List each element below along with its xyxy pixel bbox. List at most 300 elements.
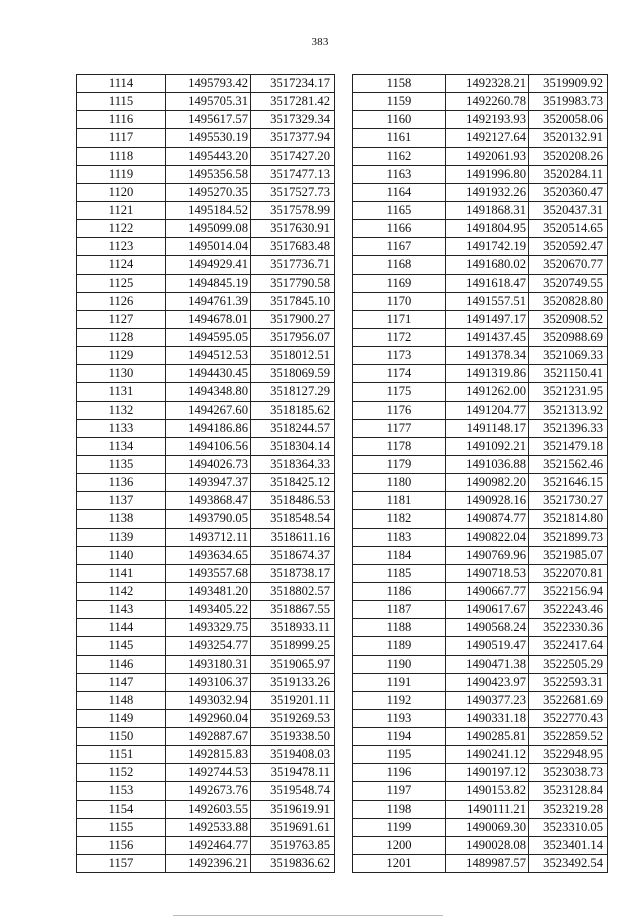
y-coordinate-cell: 3522505.29 bbox=[529, 655, 608, 673]
point-number-cell: 1187 bbox=[353, 601, 446, 619]
table-row bbox=[77, 111, 335, 129]
point-number-cell: 1156 bbox=[77, 836, 166, 854]
point-number-cell: 1133 bbox=[77, 419, 166, 437]
x-coordinate-cell: 1491319.86 bbox=[446, 365, 529, 383]
x-coordinate-cell: 1492815.83 bbox=[166, 746, 251, 764]
point-number-cell: 1159 bbox=[353, 93, 446, 111]
y-coordinate-cell: 3518244.57 bbox=[251, 419, 335, 437]
y-coordinate-cell: 3517427.20 bbox=[251, 147, 335, 165]
table-row bbox=[353, 310, 608, 328]
y-coordinate-cell: 3520058.06 bbox=[529, 111, 608, 129]
point-number-cell: 1169 bbox=[353, 274, 446, 292]
x-coordinate-cell: 1490153.82 bbox=[446, 782, 529, 800]
table-row bbox=[77, 546, 335, 564]
y-coordinate-cell: 3523310.05 bbox=[529, 818, 608, 836]
x-coordinate-cell: 1491204.77 bbox=[446, 401, 529, 419]
point-number-cell: 1132 bbox=[77, 401, 166, 419]
x-coordinate-cell: 1492887.67 bbox=[166, 728, 251, 746]
x-coordinate-cell: 1490069.30 bbox=[446, 818, 529, 836]
x-coordinate-cell: 1491680.02 bbox=[446, 256, 529, 274]
table-row bbox=[77, 818, 335, 836]
y-coordinate-cell: 3521396.33 bbox=[529, 419, 608, 437]
point-number-cell: 1188 bbox=[353, 619, 446, 637]
y-coordinate-cell: 3520360.47 bbox=[529, 183, 608, 201]
point-number-cell: 1164 bbox=[353, 183, 446, 201]
table-row bbox=[353, 183, 608, 201]
y-coordinate-cell: 3518127.29 bbox=[251, 383, 335, 401]
table-row bbox=[77, 855, 335, 873]
point-number-cell: 1128 bbox=[77, 328, 166, 346]
y-coordinate-cell: 3521814.80 bbox=[529, 510, 608, 528]
table-row bbox=[77, 510, 335, 528]
x-coordinate-cell: 1493254.77 bbox=[166, 637, 251, 655]
table-row bbox=[353, 437, 608, 455]
table-row bbox=[77, 582, 335, 600]
point-number-cell: 1157 bbox=[77, 855, 166, 873]
table-row bbox=[77, 220, 335, 238]
x-coordinate-cell: 1490519.47 bbox=[446, 637, 529, 655]
x-coordinate-cell: 1491742.19 bbox=[446, 238, 529, 256]
x-coordinate-cell: 1491932.26 bbox=[446, 183, 529, 201]
y-coordinate-cell: 3519763.85 bbox=[251, 836, 335, 854]
point-number-cell: 1175 bbox=[353, 383, 446, 401]
x-coordinate-cell: 1493712.11 bbox=[166, 528, 251, 546]
point-number-cell: 1122 bbox=[77, 220, 166, 238]
table-row bbox=[77, 129, 335, 147]
y-coordinate-cell: 3521646.15 bbox=[529, 474, 608, 492]
y-coordinate-cell: 3519548.74 bbox=[251, 782, 335, 800]
point-number-cell: 1139 bbox=[77, 528, 166, 546]
y-coordinate-cell: 3518425.12 bbox=[251, 474, 335, 492]
table-row bbox=[353, 474, 608, 492]
y-coordinate-cell: 3521562.46 bbox=[529, 455, 608, 473]
point-number-cell: 1161 bbox=[353, 129, 446, 147]
table-row bbox=[353, 292, 608, 310]
table-row bbox=[353, 347, 608, 365]
point-number-cell: 1123 bbox=[77, 238, 166, 256]
y-coordinate-cell: 3518933.11 bbox=[251, 619, 335, 637]
point-number-cell: 1181 bbox=[353, 492, 446, 510]
x-coordinate-cell: 1495014.04 bbox=[166, 238, 251, 256]
point-number-cell: 1191 bbox=[353, 673, 446, 691]
point-number-cell: 1162 bbox=[353, 147, 446, 165]
y-coordinate-cell: 3517377.94 bbox=[251, 129, 335, 147]
x-coordinate-cell: 1495184.52 bbox=[166, 201, 251, 219]
table-row bbox=[353, 619, 608, 637]
point-number-cell: 1179 bbox=[353, 455, 446, 473]
point-number-cell: 1116 bbox=[77, 111, 166, 129]
table-row bbox=[77, 601, 335, 619]
point-number-cell: 1135 bbox=[77, 455, 166, 473]
y-coordinate-cell: 3521479.18 bbox=[529, 437, 608, 455]
x-coordinate-cell: 1490928.16 bbox=[446, 492, 529, 510]
y-coordinate-cell: 3519201.11 bbox=[251, 691, 335, 709]
table-row bbox=[77, 764, 335, 782]
point-number-cell: 1143 bbox=[77, 601, 166, 619]
table-row bbox=[77, 637, 335, 655]
table-row bbox=[353, 800, 608, 818]
table-row bbox=[77, 201, 335, 219]
x-coordinate-cell: 1492533.88 bbox=[166, 818, 251, 836]
point-number-cell: 1158 bbox=[353, 75, 446, 93]
x-coordinate-cell: 1494348.80 bbox=[166, 383, 251, 401]
x-coordinate-cell: 1490285.81 bbox=[446, 728, 529, 746]
coordinate-table-right bbox=[352, 74, 608, 873]
table-row bbox=[353, 165, 608, 183]
point-number-cell: 1124 bbox=[77, 256, 166, 274]
y-coordinate-cell: 3517900.27 bbox=[251, 310, 335, 328]
x-coordinate-cell: 1492744.53 bbox=[166, 764, 251, 782]
point-number-cell: 1197 bbox=[353, 782, 446, 800]
table-row bbox=[353, 746, 608, 764]
table-row bbox=[77, 292, 335, 310]
y-coordinate-cell: 3517527.73 bbox=[251, 183, 335, 201]
table-row bbox=[353, 111, 608, 129]
point-number-cell: 1152 bbox=[77, 764, 166, 782]
table-row bbox=[353, 528, 608, 546]
point-number-cell: 1196 bbox=[353, 764, 446, 782]
x-coordinate-cell: 1493790.05 bbox=[166, 510, 251, 528]
x-coordinate-cell: 1490197.12 bbox=[446, 764, 529, 782]
y-coordinate-cell: 3518738.17 bbox=[251, 564, 335, 582]
point-number-cell: 1142 bbox=[77, 582, 166, 600]
table-row bbox=[353, 782, 608, 800]
point-number-cell: 1141 bbox=[77, 564, 166, 582]
table-row bbox=[77, 238, 335, 256]
point-number-cell: 1193 bbox=[353, 709, 446, 727]
coordinate-table-left bbox=[76, 74, 335, 873]
y-coordinate-cell: 3517281.42 bbox=[251, 93, 335, 111]
x-coordinate-cell: 1491036.88 bbox=[446, 455, 529, 473]
x-coordinate-cell: 1490617.67 bbox=[446, 601, 529, 619]
x-coordinate-cell: 1493634.65 bbox=[166, 546, 251, 564]
x-coordinate-cell: 1494595.05 bbox=[166, 328, 251, 346]
x-coordinate-cell: 1495705.31 bbox=[166, 93, 251, 111]
y-coordinate-cell: 3522417.64 bbox=[529, 637, 608, 655]
y-coordinate-cell: 3520514.65 bbox=[529, 220, 608, 238]
table-row bbox=[353, 546, 608, 564]
x-coordinate-cell: 1492673.76 bbox=[166, 782, 251, 800]
point-number-cell: 1170 bbox=[353, 292, 446, 310]
point-number-cell: 1195 bbox=[353, 746, 446, 764]
point-number-cell: 1154 bbox=[77, 800, 166, 818]
point-number-cell: 1171 bbox=[353, 310, 446, 328]
y-coordinate-cell: 3519338.50 bbox=[251, 728, 335, 746]
point-number-cell: 1121 bbox=[77, 201, 166, 219]
x-coordinate-cell: 1495356.58 bbox=[166, 165, 251, 183]
table-row bbox=[353, 455, 608, 473]
table-row bbox=[77, 709, 335, 727]
y-coordinate-cell: 3523128.84 bbox=[529, 782, 608, 800]
table-row bbox=[353, 582, 608, 600]
x-coordinate-cell: 1490028.08 bbox=[446, 836, 529, 854]
table-row bbox=[77, 256, 335, 274]
y-coordinate-cell: 3518012.51 bbox=[251, 347, 335, 365]
y-coordinate-cell: 3520828.80 bbox=[529, 292, 608, 310]
x-coordinate-cell: 1495443.20 bbox=[166, 147, 251, 165]
x-coordinate-cell: 1492603.55 bbox=[166, 800, 251, 818]
point-number-cell: 1185 bbox=[353, 564, 446, 582]
table-row bbox=[77, 564, 335, 582]
point-number-cell: 1201 bbox=[353, 855, 446, 873]
y-coordinate-cell: 3518674.37 bbox=[251, 546, 335, 564]
y-coordinate-cell: 3522156.94 bbox=[529, 582, 608, 600]
x-coordinate-cell: 1490111.21 bbox=[446, 800, 529, 818]
point-number-cell: 1167 bbox=[353, 238, 446, 256]
x-coordinate-cell: 1491868.31 bbox=[446, 201, 529, 219]
point-number-cell: 1190 bbox=[353, 655, 446, 673]
point-number-cell: 1136 bbox=[77, 474, 166, 492]
table-row bbox=[353, 564, 608, 582]
point-number-cell: 1127 bbox=[77, 310, 166, 328]
point-number-cell: 1146 bbox=[77, 655, 166, 673]
x-coordinate-cell: 1495793.42 bbox=[166, 75, 251, 93]
x-coordinate-cell: 1490241.12 bbox=[446, 746, 529, 764]
table-row bbox=[77, 782, 335, 800]
y-coordinate-cell: 3519983.73 bbox=[529, 93, 608, 111]
point-number-cell: 1172 bbox=[353, 328, 446, 346]
table-row bbox=[353, 601, 608, 619]
y-coordinate-cell: 3517234.17 bbox=[251, 75, 335, 93]
point-number-cell: 1168 bbox=[353, 256, 446, 274]
table-row bbox=[353, 365, 608, 383]
point-number-cell: 1180 bbox=[353, 474, 446, 492]
x-coordinate-cell: 1490423.97 bbox=[446, 673, 529, 691]
point-number-cell: 1137 bbox=[77, 492, 166, 510]
x-coordinate-cell: 1493481.20 bbox=[166, 582, 251, 600]
point-number-cell: 1149 bbox=[77, 709, 166, 727]
y-coordinate-cell: 3521313.92 bbox=[529, 401, 608, 419]
y-coordinate-cell: 3522330.36 bbox=[529, 619, 608, 637]
page-number: 383 bbox=[311, 36, 329, 48]
x-coordinate-cell: 1490377.23 bbox=[446, 691, 529, 709]
y-coordinate-cell: 3520437.31 bbox=[529, 201, 608, 219]
y-coordinate-cell: 3519478.11 bbox=[251, 764, 335, 782]
table-row bbox=[353, 201, 608, 219]
x-coordinate-cell: 1491437.45 bbox=[446, 328, 529, 346]
y-coordinate-cell: 3522859.52 bbox=[529, 728, 608, 746]
coordinate-table-right-body bbox=[353, 75, 608, 873]
point-number-cell: 1173 bbox=[353, 347, 446, 365]
point-number-cell: 1189 bbox=[353, 637, 446, 655]
point-number-cell: 1150 bbox=[77, 728, 166, 746]
y-coordinate-cell: 3517329.34 bbox=[251, 111, 335, 129]
y-coordinate-cell: 3521730.27 bbox=[529, 492, 608, 510]
point-number-cell: 1138 bbox=[77, 510, 166, 528]
x-coordinate-cell: 1492061.93 bbox=[446, 147, 529, 165]
table-row bbox=[77, 93, 335, 111]
y-coordinate-cell: 3517683.48 bbox=[251, 238, 335, 256]
point-number-cell: 1155 bbox=[77, 818, 166, 836]
table-row bbox=[77, 673, 335, 691]
table-row bbox=[77, 492, 335, 510]
y-coordinate-cell: 3518185.62 bbox=[251, 401, 335, 419]
y-coordinate-cell: 3517956.07 bbox=[251, 328, 335, 346]
x-coordinate-cell: 1494267.60 bbox=[166, 401, 251, 419]
x-coordinate-cell: 1494186.86 bbox=[166, 419, 251, 437]
x-coordinate-cell: 1491804.95 bbox=[446, 220, 529, 238]
x-coordinate-cell: 1490331.18 bbox=[446, 709, 529, 727]
table-row bbox=[77, 800, 335, 818]
point-number-cell: 1198 bbox=[353, 800, 446, 818]
table-row bbox=[77, 836, 335, 854]
y-coordinate-cell: 3521231.95 bbox=[529, 383, 608, 401]
table-row bbox=[353, 818, 608, 836]
point-number-cell: 1117 bbox=[77, 129, 166, 147]
y-coordinate-cell: 3517578.99 bbox=[251, 201, 335, 219]
x-coordinate-cell: 1493106.37 bbox=[166, 673, 251, 691]
table-row bbox=[77, 728, 335, 746]
y-coordinate-cell: 3519065.97 bbox=[251, 655, 335, 673]
table-row bbox=[77, 328, 335, 346]
y-coordinate-cell: 3520749.55 bbox=[529, 274, 608, 292]
y-coordinate-cell: 3523492.54 bbox=[529, 855, 608, 873]
x-coordinate-cell: 1493032.94 bbox=[166, 691, 251, 709]
y-coordinate-cell: 3520592.47 bbox=[529, 238, 608, 256]
point-number-cell: 1160 bbox=[353, 111, 446, 129]
table-row bbox=[353, 655, 608, 673]
x-coordinate-cell: 1493868.47 bbox=[166, 492, 251, 510]
y-coordinate-cell: 3519691.61 bbox=[251, 818, 335, 836]
table-row bbox=[77, 437, 335, 455]
y-coordinate-cell: 3523401.14 bbox=[529, 836, 608, 854]
x-coordinate-cell: 1494678.01 bbox=[166, 310, 251, 328]
x-coordinate-cell: 1489987.57 bbox=[446, 855, 529, 873]
x-coordinate-cell: 1491378.34 bbox=[446, 347, 529, 365]
x-coordinate-cell: 1493947.37 bbox=[166, 474, 251, 492]
y-coordinate-cell: 3518304.14 bbox=[251, 437, 335, 455]
point-number-cell: 1131 bbox=[77, 383, 166, 401]
table-row bbox=[353, 129, 608, 147]
x-coordinate-cell: 1494929.41 bbox=[166, 256, 251, 274]
x-coordinate-cell: 1494512.53 bbox=[166, 347, 251, 365]
y-coordinate-cell: 3518802.57 bbox=[251, 582, 335, 600]
point-number-cell: 1177 bbox=[353, 419, 446, 437]
y-coordinate-cell: 3523219.28 bbox=[529, 800, 608, 818]
point-number-cell: 1140 bbox=[77, 546, 166, 564]
table-row bbox=[353, 673, 608, 691]
y-coordinate-cell: 3523038.73 bbox=[529, 764, 608, 782]
table-row bbox=[77, 274, 335, 292]
x-coordinate-cell: 1495530.19 bbox=[166, 129, 251, 147]
y-coordinate-cell: 3522681.69 bbox=[529, 691, 608, 709]
x-coordinate-cell: 1491618.47 bbox=[446, 274, 529, 292]
point-number-cell: 1183 bbox=[353, 528, 446, 546]
x-coordinate-cell: 1490769.96 bbox=[446, 546, 529, 564]
table-row bbox=[353, 691, 608, 709]
point-number-cell: 1178 bbox=[353, 437, 446, 455]
y-coordinate-cell: 3520670.77 bbox=[529, 256, 608, 274]
x-coordinate-cell: 1490568.24 bbox=[446, 619, 529, 637]
x-coordinate-cell: 1492260.78 bbox=[446, 93, 529, 111]
point-number-cell: 1144 bbox=[77, 619, 166, 637]
y-coordinate-cell: 3518548.54 bbox=[251, 510, 335, 528]
y-coordinate-cell: 3518999.25 bbox=[251, 637, 335, 655]
point-number-cell: 1119 bbox=[77, 165, 166, 183]
y-coordinate-cell: 3519408.03 bbox=[251, 746, 335, 764]
table-row bbox=[77, 455, 335, 473]
y-coordinate-cell: 3517477.13 bbox=[251, 165, 335, 183]
x-coordinate-cell: 1492396.21 bbox=[166, 855, 251, 873]
y-coordinate-cell: 3517630.91 bbox=[251, 220, 335, 238]
y-coordinate-cell: 3519619.91 bbox=[251, 800, 335, 818]
table-row bbox=[77, 365, 335, 383]
point-number-cell: 1120 bbox=[77, 183, 166, 201]
table-row bbox=[77, 746, 335, 764]
x-coordinate-cell: 1495099.08 bbox=[166, 220, 251, 238]
y-coordinate-cell: 3520208.26 bbox=[529, 147, 608, 165]
y-coordinate-cell: 3520132.91 bbox=[529, 129, 608, 147]
table-row bbox=[353, 637, 608, 655]
x-coordinate-cell: 1492960.04 bbox=[166, 709, 251, 727]
x-coordinate-cell: 1491092.21 bbox=[446, 437, 529, 455]
point-number-cell: 1130 bbox=[77, 365, 166, 383]
x-coordinate-cell: 1495617.57 bbox=[166, 111, 251, 129]
table-row bbox=[353, 238, 608, 256]
table-row bbox=[353, 274, 608, 292]
x-coordinate-cell: 1492127.64 bbox=[446, 129, 529, 147]
y-coordinate-cell: 3517790.58 bbox=[251, 274, 335, 292]
x-coordinate-cell: 1491262.00 bbox=[446, 383, 529, 401]
point-number-cell: 1129 bbox=[77, 347, 166, 365]
table-row bbox=[77, 183, 335, 201]
y-coordinate-cell: 3517845.10 bbox=[251, 292, 335, 310]
point-number-cell: 1125 bbox=[77, 274, 166, 292]
table-row bbox=[353, 709, 608, 727]
point-number-cell: 1114 bbox=[77, 75, 166, 93]
y-coordinate-cell: 3518364.33 bbox=[251, 455, 335, 473]
y-coordinate-cell: 3517736.71 bbox=[251, 256, 335, 274]
table-row bbox=[77, 419, 335, 437]
table-row bbox=[77, 401, 335, 419]
x-coordinate-cell: 1490822.04 bbox=[446, 528, 529, 546]
x-coordinate-cell: 1492328.21 bbox=[446, 75, 529, 93]
y-coordinate-cell: 3522770.43 bbox=[529, 709, 608, 727]
x-coordinate-cell: 1494026.73 bbox=[166, 455, 251, 473]
y-coordinate-cell: 3519909.92 bbox=[529, 75, 608, 93]
x-coordinate-cell: 1492464.77 bbox=[166, 836, 251, 854]
point-number-cell: 1147 bbox=[77, 673, 166, 691]
point-number-cell: 1174 bbox=[353, 365, 446, 383]
table-row bbox=[353, 855, 608, 873]
point-number-cell: 1148 bbox=[77, 691, 166, 709]
y-coordinate-cell: 3522070.81 bbox=[529, 564, 608, 582]
point-number-cell: 1163 bbox=[353, 165, 446, 183]
x-coordinate-cell: 1490718.53 bbox=[446, 564, 529, 582]
point-number-cell: 1182 bbox=[353, 510, 446, 528]
table-row bbox=[77, 619, 335, 637]
table-row bbox=[77, 147, 335, 165]
point-number-cell: 1194 bbox=[353, 728, 446, 746]
point-number-cell: 1126 bbox=[77, 292, 166, 310]
y-coordinate-cell: 3518069.59 bbox=[251, 365, 335, 383]
x-coordinate-cell: 1491148.17 bbox=[446, 419, 529, 437]
y-coordinate-cell: 3521985.07 bbox=[529, 546, 608, 564]
table-row bbox=[77, 383, 335, 401]
point-number-cell: 1165 bbox=[353, 201, 446, 219]
point-number-cell: 1192 bbox=[353, 691, 446, 709]
y-coordinate-cell: 3519133.26 bbox=[251, 673, 335, 691]
table-row bbox=[77, 347, 335, 365]
point-number-cell: 1115 bbox=[77, 93, 166, 111]
y-coordinate-cell: 3518611.16 bbox=[251, 528, 335, 546]
x-coordinate-cell: 1491557.51 bbox=[446, 292, 529, 310]
table-row bbox=[353, 836, 608, 854]
x-coordinate-cell: 1494106.56 bbox=[166, 437, 251, 455]
table-row bbox=[77, 528, 335, 546]
table-row bbox=[353, 728, 608, 746]
table-row bbox=[353, 220, 608, 238]
